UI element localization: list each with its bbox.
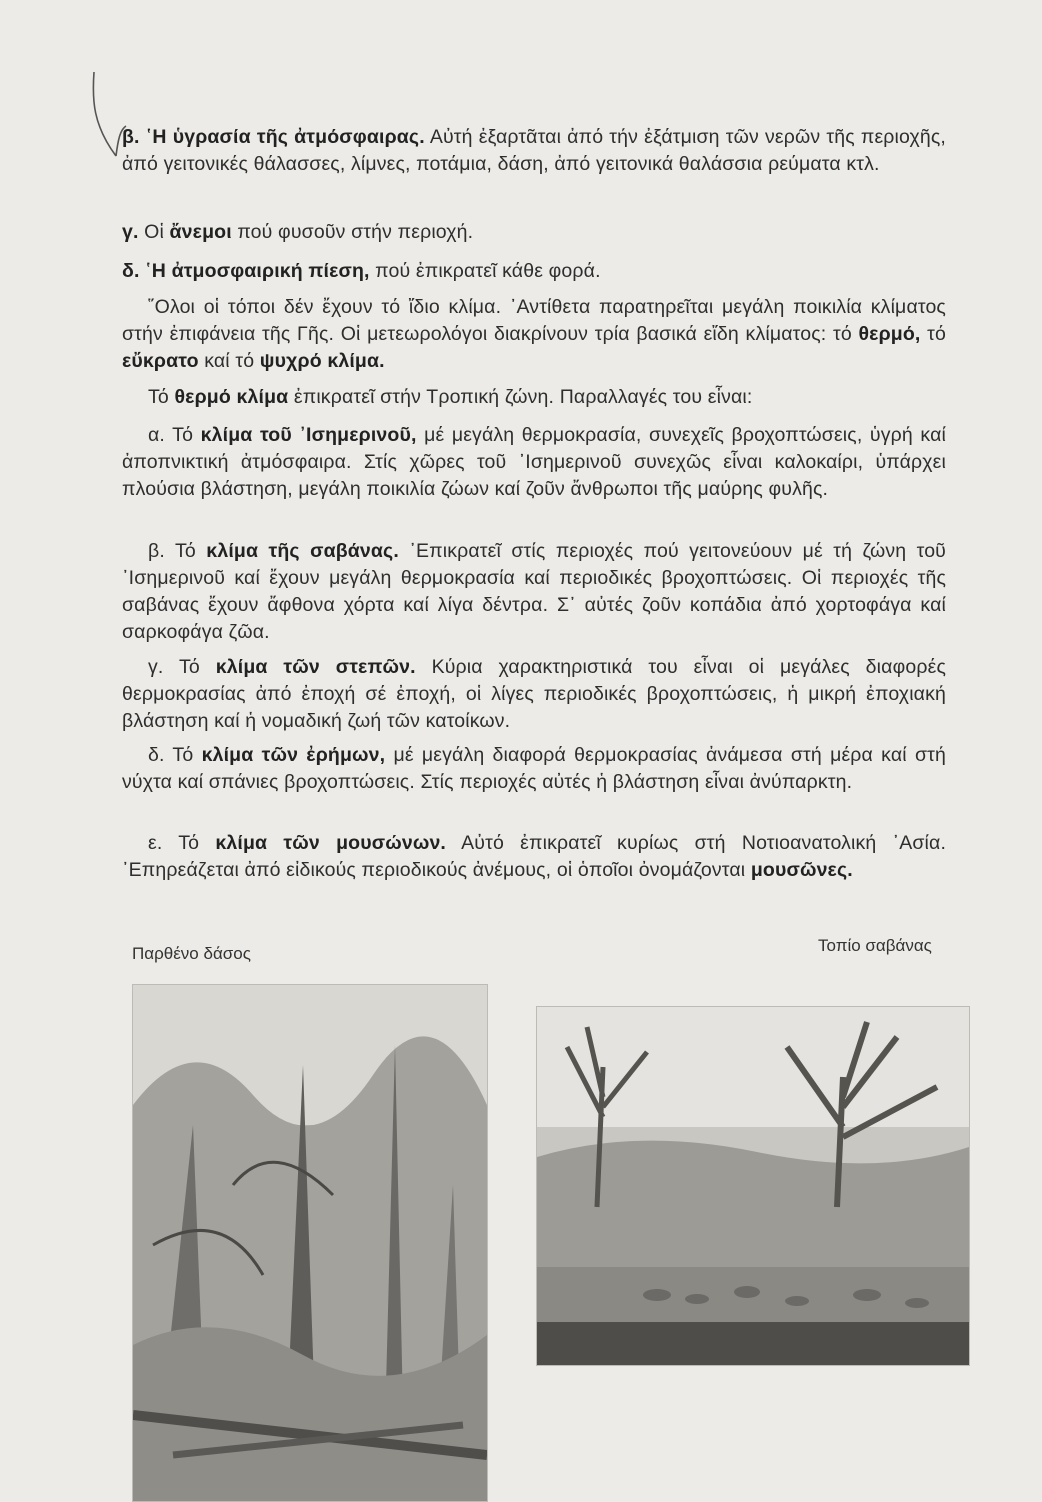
paragraph-text: πού ἐπικρατεῖ κάθε φορά. (369, 260, 601, 282)
paragraph-text: Οἱ (144, 221, 170, 243)
handwritten-checkmark-icon (78, 70, 128, 160)
paragraph-text: καί τό (198, 350, 260, 372)
paragraph-climate-intro (122, 294, 946, 375)
bold-term: ῾Η ἀτμοσφαιρική πίεση, (145, 260, 370, 282)
paragraph-beta-humidity (122, 124, 946, 178)
paragraph-text: β. Τό (148, 540, 207, 562)
paragraph-text: γ. Τό (148, 656, 216, 678)
forest-photo (132, 984, 488, 1502)
bold-term: ἄνεμοι (169, 221, 232, 243)
bold-term: κλίμα τῶν μουσώνων. (215, 832, 447, 854)
paragraph-steppe-climate (122, 654, 946, 735)
paragraph-text: τό (920, 323, 946, 345)
paragraph-text: ἐπικρατεῖ στήν Τροπική ζώνη. Παραλλαγές του εἶναι: (288, 386, 753, 408)
savanna-photo (536, 1006, 970, 1366)
paragraph-text: μέ μεγάλη θερμοκρασία, συνεχεῖς βροχοπτώσεις, ὑγρή καί ἀποπνικτική ἀτμόσφαιρα. Στίς χῶρες τοῦ ᾿Ισημερινοῦ συνεχῶς εἶναι καλοκαίρι, ὑπάρχει πλούσια βλάστηση, μεγάλη ποικιλία ζώων καί ζοῦν ἄνθρωποι τῆς μαύρης φυλῆς. (122, 424, 946, 500)
paragraph-text: ε. Τό (148, 832, 216, 854)
paragraph-monsoon-climate (122, 830, 946, 884)
paragraph-gamma-winds (122, 219, 946, 246)
bold-term: θερμό, (858, 323, 921, 345)
bold-term: ῾Η ὑγρασία τῆς ἀτμόσφαιρας. (145, 126, 425, 148)
paragraph-text: ᾿Επικρατεῖ στίς περιοχές πού γειτονεύουν μέ τή ζώνη τοῦ ᾿Ισημερινοῦ καί ἔχουν μεγάλη θερμοκρασία καί περιοδικές βροχοπτώσεις. Οἱ περιοχές τῆς σαβάνας ἔχουν ἄφθονα χόρτα καί λίγα δέντρα. Σ᾿ αὐτές ζοῦν κοπάδια ἀπό χορτοφάγα καί σαρκοφάγα ζῶα. (122, 540, 946, 643)
paragraph-text: ῞Ολοι οἱ τόποι δέν ἔχουν τό ἴδιο κλίμα. ᾿Αντίθετα παρατηρεῖται μεγάλη ποικιλία κλίματος στήν ἐπιφάνεια τῆς Γῆς. Οἱ μετεωρολόγοι διακρίνουν τρία βασικά εἴδη κλίματος: τό (122, 296, 946, 345)
paragraph-text: μέ μεγάλη διαφορά θερμοκρασίας ἀνάμεσα στή μέρα καί στή νύχτα καί σπάνιες βροχοπτώσεις. Στίς περιοχές αὐτές ἡ βλάστηση εἶναι ἀνύπαρκτη. (122, 744, 946, 793)
paragraph-text: δ. Τό (148, 744, 202, 766)
bold-term: ψυχρό κλίμα. (259, 350, 385, 372)
bold-term: κλίμα τοῦ ᾿Ισημερινοῦ, (200, 424, 417, 446)
bold-term: μουσῶνες. (750, 859, 853, 881)
bold-term: θερμό κλίμα (174, 386, 289, 408)
paragraph-equatorial-climate (122, 422, 946, 503)
bold-term: κλίμα τῆς σαβάνας. (206, 540, 399, 562)
paragraph-text: Αὐτή ἐξαρτᾶται ἀπό τήν ἐξάτμιση τῶν νερῶν τῆς περιοχῆς, ἀπό γειτονικές θάλασσες, λίμνες, ποτάμια, δάση, ἀπό γειτονικά θαλάσσια ρεύματα κτλ. (122, 126, 946, 175)
paragraph-text: Τό (148, 386, 175, 408)
paragraph-hot-climate (122, 384, 946, 411)
paragraph-text: Αὐτό ἐπικρατεῖ κυρίως στή Νοτιοανατολική ᾿Ασία. ᾿Επηρεάζεται ἀπό εἰδικούς περιοδικούς ἀνέμους, οἱ ὁποῖοι ὀνομάζονται (122, 832, 947, 881)
paragraph-text: Κύρια χαρακτηριστικά του εἶναι οἱ μεγάλες διαφορές θερμοκρασίας ἀπό ἐποχή σέ ἐποχή, οἱ λίγες περιοδικές βροχοπτώσεις, ἡ μικρή ἐποχιακή βλάστηση καί ἡ νομαδική ζωή τῶν κατοίκων. (122, 656, 947, 732)
paragraph-text: α. Τό (148, 424, 201, 446)
item-marker: γ. (122, 221, 139, 243)
caption-virgin-forest: Παρθένο δάσος (132, 944, 251, 963)
bold-term: κλίμα τῶν ἐρήμων, (201, 744, 386, 766)
paragraph-delta-pressure (122, 258, 946, 285)
item-marker: β. (122, 126, 140, 148)
bold-term: εὔκρατο (122, 350, 199, 372)
caption-savanna-landscape: Τοπίο σαβάνας (818, 936, 932, 955)
paragraph-savanna-climate (122, 538, 946, 646)
paragraph-text: πού φυσοῦν στήν περιοχή. (231, 221, 474, 243)
paragraph-desert-climate (122, 742, 946, 796)
bold-term: κλίμα τῶν στεπῶν. (215, 656, 416, 678)
item-marker: δ. (122, 260, 140, 282)
